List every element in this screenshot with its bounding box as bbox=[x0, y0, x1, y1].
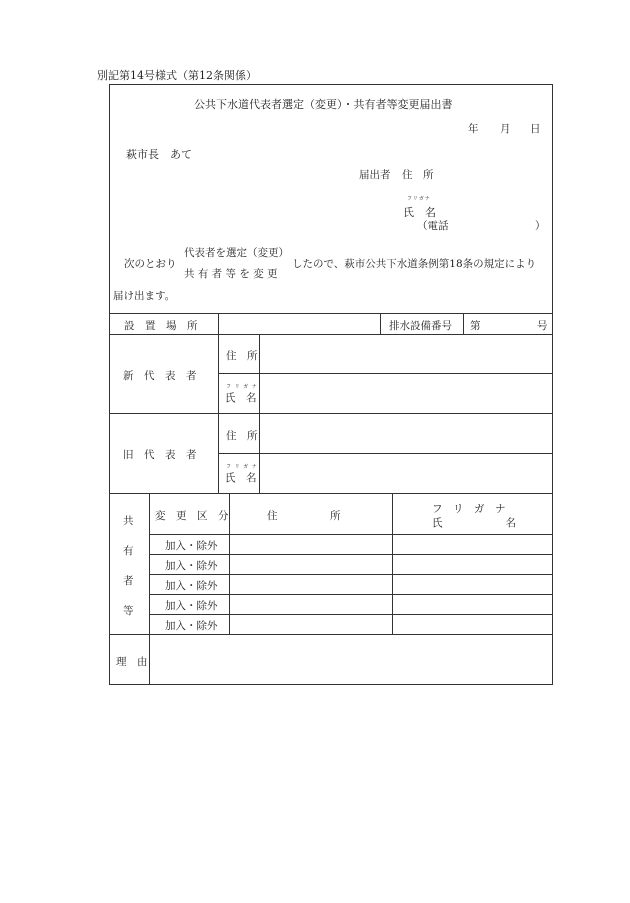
furigana-header: フ リ ガ ナ bbox=[432, 503, 506, 515]
applicant-name-label: 氏 名 bbox=[403, 206, 436, 219]
applicant-furigana-label: フリガナ bbox=[407, 196, 431, 202]
new-representative-label: 新 代 表 者 bbox=[123, 370, 197, 382]
table-line bbox=[149, 614, 553, 615]
table-line bbox=[149, 554, 553, 555]
new-rep-address-label: 住 所 bbox=[226, 350, 258, 362]
drainage-number-suffix: 号 bbox=[537, 320, 548, 332]
name-header: 氏 名 bbox=[432, 517, 516, 529]
table-line bbox=[109, 313, 553, 314]
body-suffix: したので、萩市公共下水道条例第18条の規定により bbox=[292, 258, 537, 270]
co-owner-label-char: 有 bbox=[123, 545, 134, 557]
old-rep-address-field[interactable] bbox=[260, 414, 552, 453]
co-owner-change-type[interactable]: 加入・除外 bbox=[165, 620, 218, 632]
reason-label: 理 由 bbox=[116, 656, 148, 668]
old-rep-address-label: 住 所 bbox=[226, 430, 258, 442]
table-line bbox=[109, 493, 553, 494]
change-type-header: 変 更 区 分 bbox=[155, 510, 229, 522]
co-owner-change-type[interactable]: 加入・除外 bbox=[165, 540, 218, 552]
applicant-address-label: 住 所 bbox=[402, 169, 434, 181]
table-line bbox=[149, 574, 553, 575]
table-line bbox=[149, 594, 553, 595]
co-owner-change-type[interactable]: 加入・除外 bbox=[165, 580, 218, 592]
form-number-label: 別記第14号様式（第12条関係） bbox=[97, 69, 257, 82]
old-rep-name-label: 氏 名 bbox=[225, 472, 257, 484]
body-option-change-co-owners: 共 有 者 等 を 変 更 bbox=[184, 268, 278, 280]
table-line bbox=[392, 493, 393, 634]
co-owner-change-type[interactable]: 加入・除外 bbox=[165, 600, 218, 612]
table-line bbox=[463, 313, 464, 334]
drainage-number-prefix: 第 bbox=[470, 320, 481, 332]
new-rep-furigana-label: フ リ ガ ナ bbox=[226, 384, 258, 390]
date-year-label: 年 bbox=[468, 123, 479, 135]
co-owner-change-type[interactable]: 加入・除外 bbox=[165, 560, 218, 572]
drainage-number-label: 排水設備番号 bbox=[389, 320, 452, 332]
co-owner-label-char: 共 bbox=[123, 515, 134, 527]
date-day-label: 日 bbox=[530, 123, 541, 135]
table-line bbox=[229, 493, 230, 634]
table-line bbox=[218, 313, 219, 334]
new-rep-name-label: 氏 名 bbox=[225, 392, 257, 404]
new-rep-address-field[interactable] bbox=[260, 335, 552, 373]
table-line bbox=[149, 493, 150, 684]
body-line-2: 届け出ます。 bbox=[113, 290, 176, 302]
old-rep-name-field[interactable] bbox=[260, 454, 552, 493]
co-owner-label-char: 者 bbox=[123, 575, 134, 587]
applicant-phone-label: （電話 bbox=[417, 220, 449, 232]
table-line bbox=[218, 334, 219, 493]
old-representative-label: 旧 代 表 者 bbox=[123, 449, 197, 461]
addressee: 萩市長 あて bbox=[126, 148, 192, 161]
co-owner-label-char: 等 bbox=[123, 605, 134, 617]
new-rep-name-field[interactable] bbox=[260, 374, 552, 413]
body-prefix: 次のとおり bbox=[124, 258, 177, 270]
address-header: 住 所 bbox=[267, 510, 341, 522]
form-title: 公共下水道代表者選定（変更）・共有者等変更届出書 bbox=[194, 98, 453, 111]
old-rep-furigana-label: フ リ ガ ナ bbox=[226, 464, 258, 470]
date-month-label: 月 bbox=[500, 123, 511, 135]
table-line bbox=[149, 534, 553, 535]
body-option-select-representative: 代表者を選定（変更） bbox=[184, 247, 289, 259]
applicant-label: 届出者 bbox=[359, 169, 391, 181]
applicant-phone-close: ） bbox=[535, 220, 546, 232]
table-line bbox=[109, 634, 553, 635]
location-label: 設 置 場 所 bbox=[124, 320, 198, 332]
table-line bbox=[380, 313, 381, 334]
